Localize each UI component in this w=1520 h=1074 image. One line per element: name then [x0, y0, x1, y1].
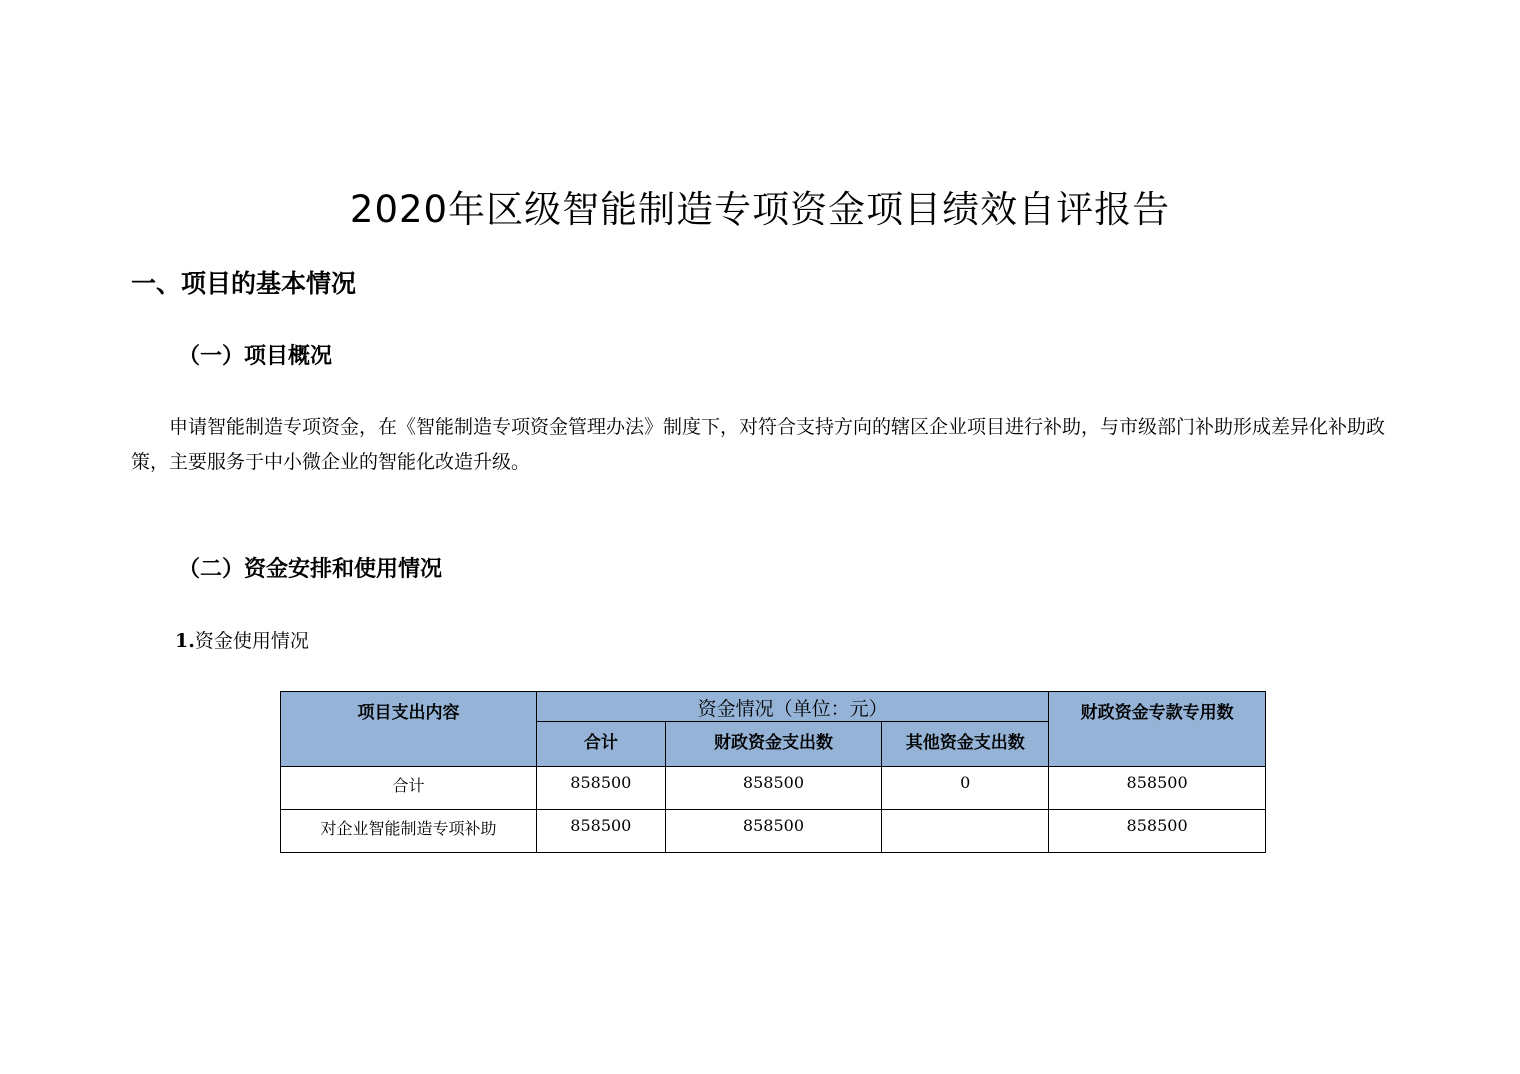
header-total: 合计	[537, 722, 666, 767]
header-other: 其他资金支出数	[882, 722, 1049, 767]
cell-total: 858500	[537, 810, 666, 853]
item-label: 资金使用情况	[194, 630, 309, 652]
cell-item: 对企业智能制造专项补助	[281, 810, 537, 853]
cell-fiscal: 858500	[665, 810, 882, 853]
cell-special: 858500	[1049, 767, 1266, 810]
header-fiscal: 财政资金支出数	[665, 722, 882, 767]
item-heading-fund-usage	[175, 626, 309, 656]
cell-fiscal: 858500	[665, 767, 882, 810]
table-header-row	[281, 692, 1266, 722]
overview-paragraph: 申请智能制造专项资金，在《智能制造专项资金管理办法》制度下，对符合支持方向的辖区企业项目进行补助，与市级部门补助形成差异化补助政策，主要服务于中小微企业的智能化改造升级。	[131, 416, 1386, 473]
table-row	[281, 810, 1266, 853]
cell-special: 858500	[1049, 810, 1266, 853]
section-heading-basic-info: 一、项目的基本情况	[131, 269, 357, 298]
cell-other: 0	[882, 767, 1049, 810]
header-funding-group: 资金情况（单位：元）	[537, 692, 1049, 722]
cell-total: 858500	[537, 767, 666, 810]
header-special: 财政资金专款专用数	[1049, 692, 1266, 767]
table-row	[281, 767, 1266, 810]
item-number: 1.	[175, 630, 195, 652]
cell-item: 合计	[281, 767, 537, 810]
header-item: 项目支出内容	[281, 692, 537, 767]
document-title: 2020年区级智能制造专项资金项目绩效自评报告	[349, 188, 1171, 231]
subsection-heading-overview: （一）项目概况	[178, 344, 333, 369]
fund-usage-table	[280, 691, 1266, 853]
cell-other	[882, 810, 1049, 853]
subsection-heading-funding: （二）资金安排和使用情况	[178, 557, 443, 582]
